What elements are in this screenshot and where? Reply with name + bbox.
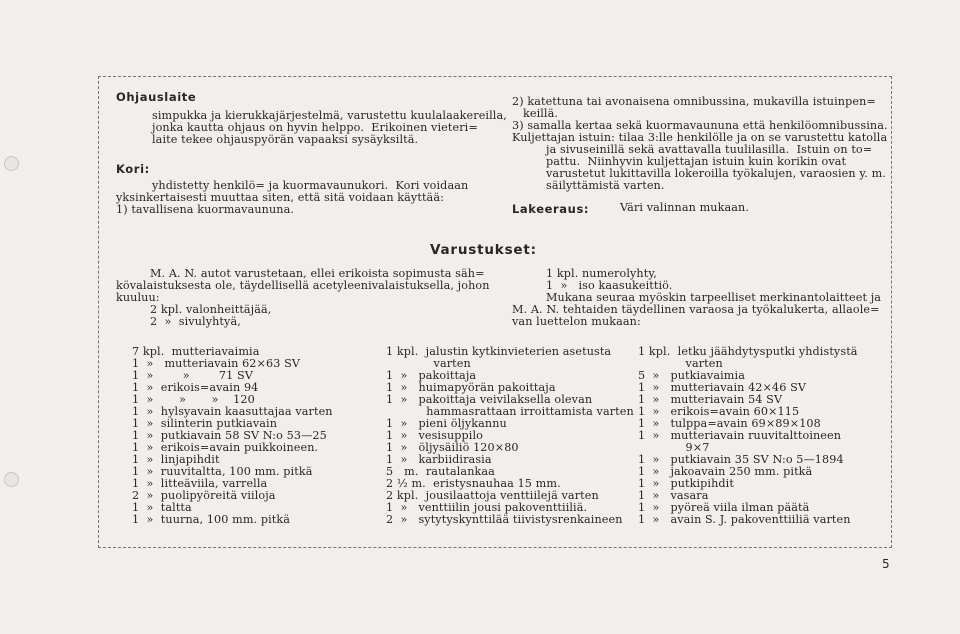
right-top-line: Kuljettajan istuin: tilaa 3:lle henkilölle ja on se varustettu katolla (512, 131, 888, 144)
varustukset-left-line: M. A. N. autot varustetaan, ellei erikoista sopimusta säh= (150, 267, 485, 280)
parts-list-item: 1 » putkiavain 35 SV N:o 5—1894 (638, 453, 844, 466)
parts-list-item: 1 » linjapihdit (132, 453, 220, 466)
varustukset-right-line: van luettelon mukaan: (512, 315, 641, 328)
varustukset-right-line: M. A. N. tehtaiden täydellinen varaosa ja työkalukerta, allaole= (512, 303, 880, 316)
parts-list-item: 1 » mutteriavain 54 SV (638, 393, 783, 406)
kori-heading: Kori: (116, 162, 150, 176)
varustukset-left-line: 2 kpl. valonheittäjää, (150, 303, 272, 316)
ohjauslaite-heading: Ohjauslaite (116, 90, 197, 104)
right-top-line: pattu. Niinhyvin kuljettajan istuin kuin korikin ovat (546, 155, 847, 168)
right-top-line: keillä. (512, 107, 559, 120)
binder-hole-top (4, 156, 19, 171)
parts-list-item: 1 » litteäviila, varrella (132, 477, 268, 490)
right-top-line: 2) katettuna tai avonaisena omnibussina, mukavilla istuinpen= (512, 95, 876, 108)
right-top-line: 3) samalla kertaa sekä kuormavaununa että henkilöomnibussina. (512, 119, 888, 132)
varustukset-right-line: Mukana seuraa myöskin tarpeelliset merkinantolaitteet ja (546, 291, 882, 304)
parts-list-item: 1 » putkiavain 58 SV N:o 53—25 (132, 429, 327, 442)
parts-list-item: 2 » sytytyskynttilää tiivistysrenkaineen (386, 513, 623, 526)
varustukset-right-line: 1 kpl. numerolyhty, (546, 267, 657, 280)
right-top-line: säilyttämistä varten. (546, 179, 665, 192)
parts-list-item: 1 » hylsyavain kaasuttajaa varten (132, 405, 333, 418)
varustukset-left-line: kuuluu: (116, 291, 160, 304)
parts-list-item: 1 » pakoittaja veivilaksella olevan (386, 393, 593, 406)
parts-list-item: 2 » puolipyöreitä viiloja (132, 489, 276, 502)
parts-list-item: 1 » » » 120 (132, 393, 255, 406)
kori-line: yksinkertaisesti muuttaa siten, että sitä voidaan käyttää: (116, 191, 444, 204)
parts-list-item: 1 » jakoavain 250 mm. pitkä (638, 465, 813, 478)
varustukset-right-line: 1 » iso kaasukeittiö. (546, 279, 673, 292)
lakeeraus-text: Väri valinnan mukaan. (620, 201, 749, 214)
parts-list-item: 1 » tuurna, 100 mm. pitkä (132, 513, 291, 526)
parts-list-item: 1 » öljysäiliö 120×80 (386, 441, 519, 454)
parts-list-item: 5 » putkiavaimia (638, 369, 745, 382)
parts-list-item: 1 » karbiidirasia (386, 453, 492, 466)
parts-list-item: 2 ½ m. eristysnauhaa 15 mm. (386, 477, 561, 490)
lakeeraus-heading: Lakeeraus: (512, 202, 590, 216)
ohjauslaite-line: jonka kautta ohjaus on hyvin helppo. Erikoinen vieteri= (152, 121, 478, 134)
parts-list-item: 1 kpl. letku jäähdytysputki yhdistystä (638, 345, 858, 358)
parts-list-item: 1 » erikois=avain 60×115 (638, 405, 800, 418)
parts-list-item: 1 » pieni öljykannu (386, 417, 507, 430)
parts-list-item: hammasrattaan irroittamista varten (386, 405, 634, 418)
parts-list-item: 1 » avain S. J. pakoventtiiliä varten (638, 513, 851, 526)
parts-list-item: 1 » mutteriavain ruuvitalttoineen (638, 429, 842, 442)
varustukset-left-line: 2 » sivulyhtyä, (150, 315, 241, 328)
parts-list-item: 1 » silinterin putkiavain (132, 417, 278, 430)
right-top-line: varustetut lukittavilla lokeroilla työkalujen, varaosien y. m. (546, 167, 886, 180)
parts-list-item: 7 kpl. mutteriavaimia (132, 345, 260, 358)
parts-list-item: 1 » mutteriavain 42×46 SV (638, 381, 807, 394)
parts-list-item: 1 » erikois=avain 94 (132, 381, 259, 394)
parts-list-item: 1 » pakoittaja (386, 369, 477, 382)
parts-list-item: 2 kpl. jousilaattoja venttiilejä varten (386, 489, 599, 502)
parts-list-item: 1 » erikois=avain puikkoineen. (132, 441, 319, 454)
page-number: 5 (882, 557, 890, 571)
parts-list-item: 1 » ruuvitaltta, 100 mm. pitkä (132, 465, 313, 478)
binder-hole-bottom (4, 472, 19, 487)
parts-list-item: 1 » putkipihdit (638, 477, 734, 490)
parts-list-item: 1 » pyöreä viila ilman päätä (638, 501, 810, 514)
parts-list-item: 1 » vesisuppilo (386, 429, 483, 442)
parts-list-item: 1 » tulppa=avain 69×89×108 (638, 417, 821, 430)
parts-list-item: 9×7 (638, 441, 710, 454)
parts-list-item: varten (386, 357, 471, 370)
parts-list-item: 1 kpl. jalustin kytkinvieterien asetusta (386, 345, 612, 358)
kori-line: yhdistetty henkilö= ja kuormavaunukori. Kori voidaan (152, 179, 469, 192)
ohjauslaite-line: laite tekee ohjauspyörän vapaaksi sysäyksiltä. (152, 133, 419, 146)
parts-list-item: 1 » mutteriavain 62×63 SV (132, 357, 301, 370)
ohjauslaite-line: simpukka ja kierukkajärjestelmä, varustettu kuulalaakereilla, (152, 109, 507, 122)
parts-list-item: 1 » vasara (638, 489, 709, 502)
parts-list-item: 1 » taltta (132, 501, 192, 514)
right-top-line: ja sivuseinillä sekä avattavalla tuulilasilla. Istuin on to= (546, 143, 873, 156)
parts-list-item: 1 » venttiilin jousi pakoventtiiliä. (386, 501, 588, 514)
kori-line: 1) tavallisena kuormavaununa. (116, 203, 295, 216)
parts-list-item: 1 » » 71 SV (132, 369, 253, 382)
parts-list-item: 1 » huimapyörän pakoittaja (386, 381, 556, 394)
varustukset-heading: Varustukset: (430, 242, 537, 258)
parts-list-item: varten (638, 357, 723, 370)
varustukset-left-line: kövalaistuksesta ole, täydellisellä acetyleenivalaistuksella, johon (116, 279, 490, 292)
parts-list-item: 5 m. rautalankaa (386, 465, 495, 478)
